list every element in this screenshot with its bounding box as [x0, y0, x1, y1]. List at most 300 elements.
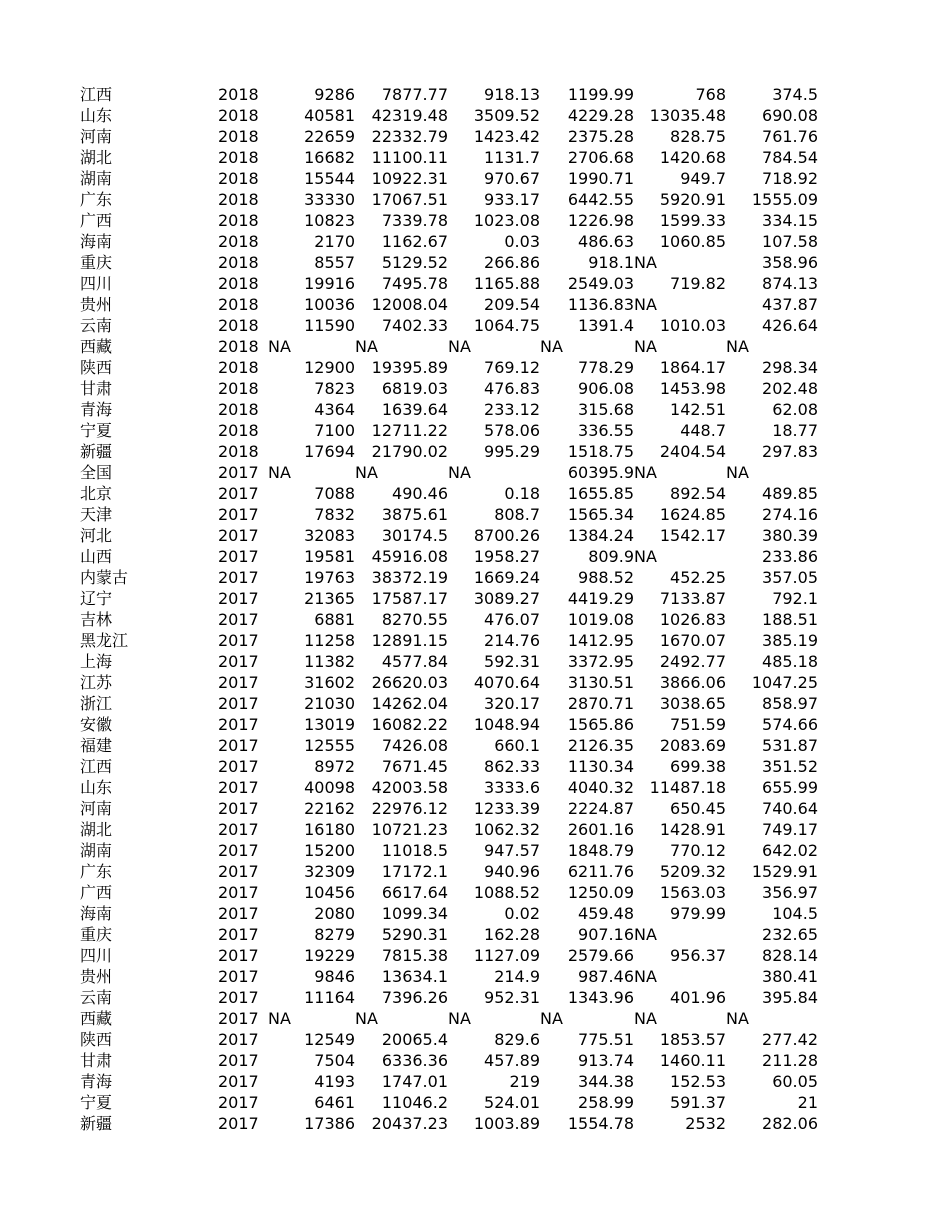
value-cell-4: NA [540, 1009, 563, 1028]
region-cell: 江苏 [80, 673, 113, 692]
region-cell: 青海 [80, 400, 113, 419]
value-cell-6: 426.64 [762, 316, 818, 335]
value-cell-2: 10721.23 [371, 820, 448, 839]
value-cell-6: 357.05 [762, 568, 818, 587]
value-cell-3: 214.9 [494, 967, 540, 986]
region-cell: 海南 [80, 904, 113, 923]
value-cell-1: 40098 [304, 778, 355, 797]
year-cell: 2017 [218, 505, 259, 524]
value-cell-4: 913.74 [578, 1051, 634, 1070]
value-cell-2: NA [355, 1009, 378, 1028]
value-cell-4: 2549.03 [567, 274, 634, 293]
value-cell-5: 828.75 [670, 127, 726, 146]
value-cell-4: 1565.34 [567, 505, 634, 524]
value-cell-5: 5209.32 [659, 862, 726, 881]
value-cell-6: 358.96 [762, 253, 818, 272]
value-cell-2: 17067.51 [371, 190, 448, 209]
value-cell-6: 62.08 [772, 400, 818, 419]
region-cell: 贵州 [80, 967, 113, 986]
value-cell-4: 258.99 [578, 1093, 634, 1112]
value-cell-4: 1655.85 [567, 484, 634, 503]
value-cell-2: 16082.22 [371, 715, 448, 734]
region-cell: 广西 [80, 883, 113, 902]
value-cell-1: 32309 [304, 862, 355, 881]
region-cell: 天津 [80, 505, 113, 524]
value-cell-6: NA [726, 463, 749, 482]
value-cell-5: 3866.06 [659, 673, 726, 692]
value-cell-5: NA [634, 295, 657, 314]
value-cell-1: 31602 [304, 673, 355, 692]
value-cell-3: 1958.27 [473, 547, 540, 566]
value-cell-4: 1518.75 [567, 442, 634, 461]
value-cell-6: 334.15 [762, 211, 818, 230]
value-cell-4: 918.1 [588, 253, 634, 272]
year-cell: 2017 [218, 1093, 259, 1112]
value-cell-6: 1047.25 [751, 673, 818, 692]
value-cell-5: 401.96 [670, 988, 726, 1007]
region-cell: 重庆 [80, 925, 113, 944]
value-cell-5: 1670.07 [659, 631, 726, 650]
year-cell: 2017 [218, 715, 259, 734]
year-cell: 2017 [218, 1030, 259, 1049]
value-cell-1: 7100 [314, 421, 355, 440]
value-cell-3: 3509.52 [473, 106, 540, 125]
value-cell-6: 828.14 [762, 946, 818, 965]
value-cell-6: 21 [797, 1093, 818, 1112]
region-cell: 湖北 [80, 820, 113, 839]
year-cell: 2018 [218, 379, 259, 398]
region-cell: 江西 [80, 85, 113, 104]
value-cell-4: 1565.86 [567, 715, 634, 734]
year-cell: 2017 [218, 694, 259, 713]
region-cell: 北京 [80, 484, 113, 503]
year-cell: 2017 [218, 652, 259, 671]
value-cell-2: 7426.08 [381, 736, 448, 755]
value-cell-5: 13035.48 [649, 106, 726, 125]
value-cell-5: 892.54 [670, 484, 726, 503]
value-cell-4: 2601.16 [567, 820, 634, 839]
value-cell-3: 829.6 [494, 1030, 540, 1049]
value-cell-6: 188.51 [762, 610, 818, 629]
value-cell-3: 947.57 [484, 841, 540, 860]
value-cell-3: 1023.08 [473, 211, 540, 230]
value-cell-6: 749.17 [762, 820, 818, 839]
value-cell-2: NA [355, 337, 378, 356]
value-cell-4: 988.52 [578, 568, 634, 587]
value-cell-5: 1542.17 [659, 526, 726, 545]
year-cell: 2017 [218, 463, 259, 482]
value-cell-5: 1599.33 [659, 211, 726, 230]
value-cell-3: 209.54 [484, 295, 540, 314]
value-cell-3: 918.13 [484, 85, 540, 104]
value-cell-6: 356.97 [762, 883, 818, 902]
region-cell: 黑龙江 [80, 631, 129, 650]
value-cell-1: 12549 [304, 1030, 355, 1049]
value-cell-1: 19916 [304, 274, 355, 293]
value-cell-6: 232.65 [762, 925, 818, 944]
value-cell-4: 486.63 [578, 232, 634, 251]
value-cell-5: 650.45 [670, 799, 726, 818]
region-cell: 重庆 [80, 253, 113, 272]
value-cell-3: 1064.75 [473, 316, 540, 335]
value-cell-5: NA [634, 337, 657, 356]
value-cell-6: 761.76 [762, 127, 818, 146]
year-cell: 2017 [218, 547, 259, 566]
value-cell-5: 2492.77 [659, 652, 726, 671]
year-cell: 2017 [218, 610, 259, 629]
value-cell-1: NA [268, 337, 291, 356]
value-cell-5: NA [634, 547, 657, 566]
value-cell-6: 792.1 [772, 589, 818, 608]
region-cell: 浙江 [80, 694, 113, 713]
value-cell-1: 15544 [304, 169, 355, 188]
value-cell-1: 10456 [304, 883, 355, 902]
value-cell-6: NA [726, 337, 749, 356]
value-cell-5: 956.37 [670, 946, 726, 965]
value-cell-3: 808.7 [494, 505, 540, 524]
value-cell-6: 380.41 [762, 967, 818, 986]
value-cell-6: 60.05 [772, 1072, 818, 1091]
value-cell-6: 437.87 [762, 295, 818, 314]
value-cell-3: NA [448, 337, 471, 356]
year-cell: 2017 [218, 1072, 259, 1091]
value-cell-6: 740.64 [762, 799, 818, 818]
year-cell: 2018 [218, 274, 259, 293]
value-cell-4: 2706.68 [567, 148, 634, 167]
value-cell-1: 17694 [304, 442, 355, 461]
year-cell: 2017 [218, 757, 259, 776]
value-cell-2: 7339.78 [381, 211, 448, 230]
value-cell-2: 22976.12 [371, 799, 448, 818]
year-cell: 2017 [218, 1114, 259, 1133]
value-cell-5: 2083.69 [659, 736, 726, 755]
region-cell: 甘肃 [80, 1051, 113, 1070]
value-cell-4: 778.29 [578, 358, 634, 377]
value-cell-4: 1136.83 [567, 295, 634, 314]
value-cell-1: 13019 [304, 715, 355, 734]
region-cell: 西藏 [80, 337, 113, 356]
value-cell-2: 12891.15 [371, 631, 448, 650]
value-cell-5: 5920.91 [659, 190, 726, 209]
value-cell-6: 485.18 [762, 652, 818, 671]
value-cell-4: 2224.87 [567, 799, 634, 818]
value-cell-2: 42319.48 [371, 106, 448, 125]
region-cell: 四川 [80, 946, 113, 965]
value-cell-1: 8557 [314, 253, 355, 272]
year-cell: 2018 [218, 253, 259, 272]
value-cell-3: 940.96 [484, 862, 540, 881]
value-cell-5: NA [634, 463, 657, 482]
year-cell: 2017 [218, 988, 259, 1007]
value-cell-4: 809.9 [588, 547, 634, 566]
region-cell: 河北 [80, 526, 113, 545]
value-cell-2: 3875.61 [381, 505, 448, 524]
value-cell-3: 1048.94 [473, 715, 540, 734]
value-cell-1: 7088 [314, 484, 355, 503]
value-cell-2: 13634.1 [381, 967, 448, 986]
value-cell-6: 233.86 [762, 547, 818, 566]
year-cell: 2017 [218, 673, 259, 692]
value-cell-2: 42003.58 [371, 778, 448, 797]
value-cell-1: 22162 [304, 799, 355, 818]
value-cell-5: 1563.03 [659, 883, 726, 902]
value-cell-2: NA [355, 463, 378, 482]
value-cell-3: 1669.24 [473, 568, 540, 587]
year-cell: 2017 [218, 1051, 259, 1070]
value-cell-2: 17587.17 [371, 589, 448, 608]
year-cell: 2018 [218, 127, 259, 146]
value-cell-2: 20065.4 [381, 1030, 448, 1049]
value-cell-3: 214.76 [484, 631, 540, 650]
value-cell-1: NA [268, 1009, 291, 1028]
region-cell: 福建 [80, 736, 113, 755]
year-cell: 2018 [218, 211, 259, 230]
region-cell: 宁夏 [80, 1093, 113, 1112]
year-cell: 2018 [218, 106, 259, 125]
value-cell-5: 1420.68 [659, 148, 726, 167]
value-cell-2: 22332.79 [371, 127, 448, 146]
year-cell: 2018 [218, 148, 259, 167]
year-cell: 2017 [218, 841, 259, 860]
value-cell-5: 751.59 [670, 715, 726, 734]
value-cell-3: 1062.32 [473, 820, 540, 839]
value-cell-3: 320.17 [484, 694, 540, 713]
value-cell-3: 862.33 [484, 757, 540, 776]
value-cell-6: 274.16 [762, 505, 818, 524]
value-cell-6: 211.28 [762, 1051, 818, 1070]
year-cell: 2018 [218, 232, 259, 251]
value-cell-6: 297.83 [762, 442, 818, 461]
value-cell-1: 7823 [314, 379, 355, 398]
value-cell-1: 16180 [304, 820, 355, 839]
year-cell: 2018 [218, 358, 259, 377]
value-cell-4: 1226.98 [567, 211, 634, 230]
value-cell-2: 6819.03 [381, 379, 448, 398]
value-cell-4: 906.08 [578, 379, 634, 398]
year-cell: 2018 [218, 169, 259, 188]
value-cell-1: 12900 [304, 358, 355, 377]
value-cell-2: 7671.45 [381, 757, 448, 776]
year-cell: 2018 [218, 295, 259, 314]
year-cell: 2017 [218, 631, 259, 650]
value-cell-1: 10823 [304, 211, 355, 230]
value-cell-2: 1099.34 [381, 904, 448, 923]
year-cell: 2017 [218, 526, 259, 545]
year-cell: 2017 [218, 862, 259, 881]
value-cell-4: 4229.28 [567, 106, 634, 125]
value-cell-1: 11258 [304, 631, 355, 650]
value-cell-2: 10922.31 [371, 169, 448, 188]
value-cell-3: NA [448, 1009, 471, 1028]
value-cell-6: 1555.09 [751, 190, 818, 209]
value-cell-3: 476.83 [484, 379, 540, 398]
value-cell-1: 19229 [304, 946, 355, 965]
region-cell: 云南 [80, 316, 113, 335]
region-cell: 陕西 [80, 1030, 113, 1049]
value-cell-6: NA [726, 1009, 749, 1028]
region-cell: 上海 [80, 652, 113, 671]
value-cell-6: 374.5 [772, 85, 818, 104]
value-cell-5: 1453.98 [659, 379, 726, 398]
value-cell-3: 970.67 [484, 169, 540, 188]
year-cell: 2017 [218, 946, 259, 965]
region-cell: 山东 [80, 778, 113, 797]
year-cell: 2018 [218, 400, 259, 419]
value-cell-5: 152.53 [670, 1072, 726, 1091]
value-cell-1: 16682 [304, 148, 355, 167]
value-cell-5: 1026.83 [659, 610, 726, 629]
value-cell-3: 933.17 [484, 190, 540, 209]
value-cell-4: 987.46 [578, 967, 634, 986]
year-cell: 2017 [218, 568, 259, 587]
value-cell-5: 1428.91 [659, 820, 726, 839]
value-cell-4: 1019.08 [567, 610, 634, 629]
value-cell-5: 448.7 [680, 421, 726, 440]
value-cell-4: 60395.9 [567, 463, 634, 482]
value-cell-6: 1529.91 [751, 862, 818, 881]
value-cell-4: 1990.71 [567, 169, 634, 188]
value-cell-6: 351.52 [762, 757, 818, 776]
value-cell-2: 5129.52 [381, 253, 448, 272]
region-cell: 西藏 [80, 1009, 113, 1028]
year-cell: 2018 [218, 316, 259, 335]
value-cell-4: 2579.66 [567, 946, 634, 965]
value-cell-1: 17386 [304, 1114, 355, 1133]
region-cell: 安徽 [80, 715, 113, 734]
value-cell-6: 282.06 [762, 1114, 818, 1133]
value-cell-6: 380.39 [762, 526, 818, 545]
value-cell-5: 1010.03 [659, 316, 726, 335]
year-cell: 2018 [218, 442, 259, 461]
year-cell: 2017 [218, 484, 259, 503]
region-cell: 甘肃 [80, 379, 113, 398]
value-cell-1: 9846 [314, 967, 355, 986]
region-cell: 河南 [80, 799, 113, 818]
value-cell-2: 8270.55 [381, 610, 448, 629]
value-cell-5: 699.38 [670, 757, 726, 776]
value-cell-2: 30174.5 [381, 526, 448, 545]
region-cell: 云南 [80, 988, 113, 1007]
value-cell-5: 770.12 [670, 841, 726, 860]
value-cell-3: 1233.39 [473, 799, 540, 818]
value-cell-5: 142.51 [670, 400, 726, 419]
value-cell-5: 1460.11 [659, 1051, 726, 1070]
year-cell: 2017 [218, 736, 259, 755]
value-cell-4: 344.38 [578, 1072, 634, 1091]
region-cell: 青海 [80, 1072, 113, 1091]
value-cell-3: 4070.64 [473, 673, 540, 692]
value-cell-6: 104.5 [772, 904, 818, 923]
value-cell-2: 6617.64 [381, 883, 448, 902]
value-cell-1: 11382 [304, 652, 355, 671]
value-cell-5: 1624.85 [659, 505, 726, 524]
year-cell: 2017 [218, 1009, 259, 1028]
value-cell-1: 9286 [314, 85, 355, 104]
value-cell-4: 4040.32 [567, 778, 634, 797]
year-cell: 2017 [218, 925, 259, 944]
value-cell-4: 1343.96 [567, 988, 634, 1007]
value-cell-1: 4193 [314, 1072, 355, 1091]
value-cell-6: 385.19 [762, 631, 818, 650]
value-cell-3: 1423.42 [473, 127, 540, 146]
region-cell: 广东 [80, 862, 113, 881]
region-cell: 陕西 [80, 358, 113, 377]
value-cell-4: 336.55 [578, 421, 634, 440]
value-cell-1: 2080 [314, 904, 355, 923]
value-cell-4: 6442.55 [567, 190, 634, 209]
region-cell: 湖南 [80, 841, 113, 860]
value-cell-3: 995.29 [484, 442, 540, 461]
value-cell-5: 452.25 [670, 568, 726, 587]
value-cell-2: 1639.64 [381, 400, 448, 419]
value-cell-1: 7832 [314, 505, 355, 524]
region-cell: 江西 [80, 757, 113, 776]
year-cell: 2017 [218, 778, 259, 797]
value-cell-2: 11046.2 [381, 1093, 448, 1112]
value-cell-6: 298.34 [762, 358, 818, 377]
year-cell: 2017 [218, 967, 259, 986]
value-cell-5: NA [634, 925, 657, 944]
value-cell-6: 690.08 [762, 106, 818, 125]
value-cell-6: 574.66 [762, 715, 818, 734]
year-cell: 2018 [218, 421, 259, 440]
value-cell-2: 1162.67 [381, 232, 448, 251]
value-cell-4: 1199.99 [567, 85, 634, 104]
region-cell: 新疆 [80, 442, 113, 461]
value-cell-6: 531.87 [762, 736, 818, 755]
value-cell-1: 2170 [314, 232, 355, 251]
value-cell-3: 3089.27 [473, 589, 540, 608]
value-cell-2: 7402.33 [381, 316, 448, 335]
value-cell-6: 202.48 [762, 379, 818, 398]
value-cell-1: 40581 [304, 106, 355, 125]
region-cell: 内蒙古 [80, 568, 129, 587]
value-cell-1: 19763 [304, 568, 355, 587]
value-cell-2: 17172.1 [381, 862, 448, 881]
value-cell-1: 19581 [304, 547, 355, 566]
value-cell-5: 949.7 [680, 169, 726, 188]
region-cell: 四川 [80, 274, 113, 293]
value-cell-3: 8700.26 [473, 526, 540, 545]
region-cell: 吉林 [80, 610, 113, 629]
value-cell-1: 12555 [304, 736, 355, 755]
value-cell-5: NA [634, 253, 657, 272]
value-cell-2: 490.46 [392, 484, 448, 503]
region-cell: 广东 [80, 190, 113, 209]
value-cell-3: 592.31 [484, 652, 540, 671]
value-cell-3: NA [448, 463, 471, 482]
value-cell-1: 33330 [304, 190, 355, 209]
region-cell: 山西 [80, 547, 113, 566]
value-cell-2: 7396.26 [381, 988, 448, 1007]
value-cell-3: 0.02 [504, 904, 540, 923]
value-cell-5: 11487.18 [649, 778, 726, 797]
region-cell: 全国 [80, 463, 113, 482]
value-cell-3: 1088.52 [473, 883, 540, 902]
region-cell: 山东 [80, 106, 113, 125]
value-cell-1: 8279 [314, 925, 355, 944]
value-cell-5: NA [634, 1009, 657, 1028]
value-cell-4: 775.51 [578, 1030, 634, 1049]
value-cell-3: 162.28 [484, 925, 540, 944]
region-cell: 宁夏 [80, 421, 113, 440]
value-cell-5: NA [634, 967, 657, 986]
year-cell: 2018 [218, 337, 259, 356]
value-cell-3: 1131.7 [484, 148, 540, 167]
region-cell: 贵州 [80, 295, 113, 314]
value-cell-4: 907.16 [578, 925, 634, 944]
value-cell-2: 4577.84 [381, 652, 448, 671]
